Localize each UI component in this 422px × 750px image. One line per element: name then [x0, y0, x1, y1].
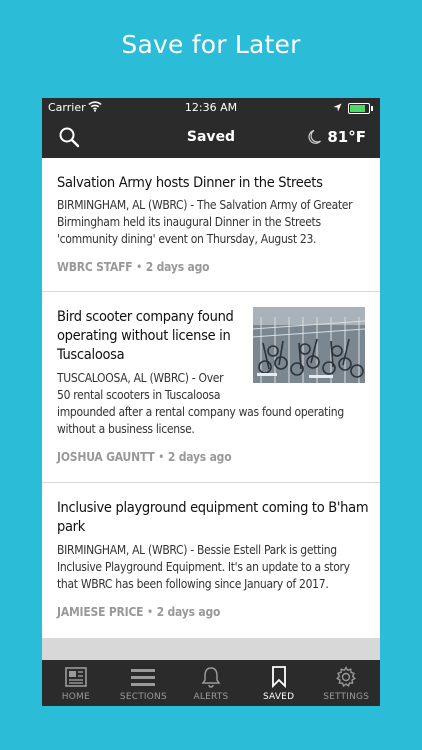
bookmark-icon — [245, 666, 313, 688]
tab-label: SAVED — [262, 692, 295, 702]
article-summary: TUSCALOOSA, AL (WBRC) - Over 50 rental scooters in Tuscaloosa impounded after a rental company was found operating without a business license. — [57, 371, 344, 436]
tab-alerts[interactable] — [177, 660, 245, 706]
tab-sections[interactable] — [110, 660, 178, 706]
location-arrow-icon — [333, 102, 342, 115]
tab-bar — [42, 660, 380, 706]
tab-saved[interactable] — [245, 660, 313, 706]
article-headline[interactable]: Inclusive playground equipment coming to B'ham park — [57, 500, 369, 535]
article-author: JOSHUA GAUNTT — [57, 450, 155, 464]
status-time: 12:36 AM — [184, 101, 238, 114]
byline-separator: • — [158, 450, 165, 464]
article-headline[interactable]: Salvation Army hosts Dinner in the Streets — [57, 175, 323, 191]
article-age: 2 days ago — [167, 450, 232, 464]
article-age: 2 days ago — [156, 605, 221, 619]
byline-separator: • — [146, 605, 154, 619]
article-age: 2 days ago — [145, 260, 210, 274]
moon-weather-icon — [308, 129, 322, 149]
tab-label: HOME — [61, 692, 90, 702]
list-bottom-strip — [42, 639, 380, 660]
article-author: WBRC STAFF — [57, 260, 133, 274]
article-card[interactable] — [42, 292, 380, 483]
bell-icon — [177, 666, 245, 688]
battery-icon — [348, 103, 370, 114]
article-author: JAMIESE PRICE — [57, 605, 144, 619]
tab-home[interactable] — [42, 660, 110, 706]
article-summary: BIRMINGHAM, AL (WBRC) - Bessie Estell Park is getting Inclusive Playground Equipment. It's an update to a story that WBRC has been following since January of 2017. — [57, 543, 350, 591]
nav-bar — [42, 118, 380, 158]
hamburger-icon — [110, 666, 178, 688]
article-card[interactable] — [42, 483, 380, 639]
promo-title: Save for Later — [121, 30, 301, 59]
gear-icon — [312, 666, 380, 688]
tab-label: ALERTS — [193, 692, 229, 702]
tab-label: SETTINGS — [323, 692, 370, 702]
tab-label: SECTIONS — [119, 692, 167, 702]
weather-temperature[interactable]: 81°F — [327, 128, 366, 146]
carrier-label: Carrier — [48, 101, 86, 114]
article-byline — [57, 260, 209, 274]
article-card[interactable] — [42, 158, 380, 292]
phone-screen — [42, 98, 380, 706]
newspaper-icon — [42, 666, 110, 688]
article-byline — [57, 450, 231, 464]
article-headline[interactable]: Bird scooter company found operating without license in Tuscaloosa — [57, 309, 234, 363]
article-summary: BIRMINGHAM, AL (WBRC) - The Salvation Army of Greater Birmingham held its inaugural Dinner in the Streets 'community dining' event on Thursday, August 23. — [57, 198, 353, 246]
status-bar — [42, 98, 380, 118]
page-title: Saved — [186, 129, 236, 145]
byline-separator: • — [136, 260, 143, 274]
article-byline — [57, 605, 220, 619]
article-thumbnail-image[interactable] — [253, 307, 365, 383]
tab-settings[interactable] — [312, 660, 380, 706]
